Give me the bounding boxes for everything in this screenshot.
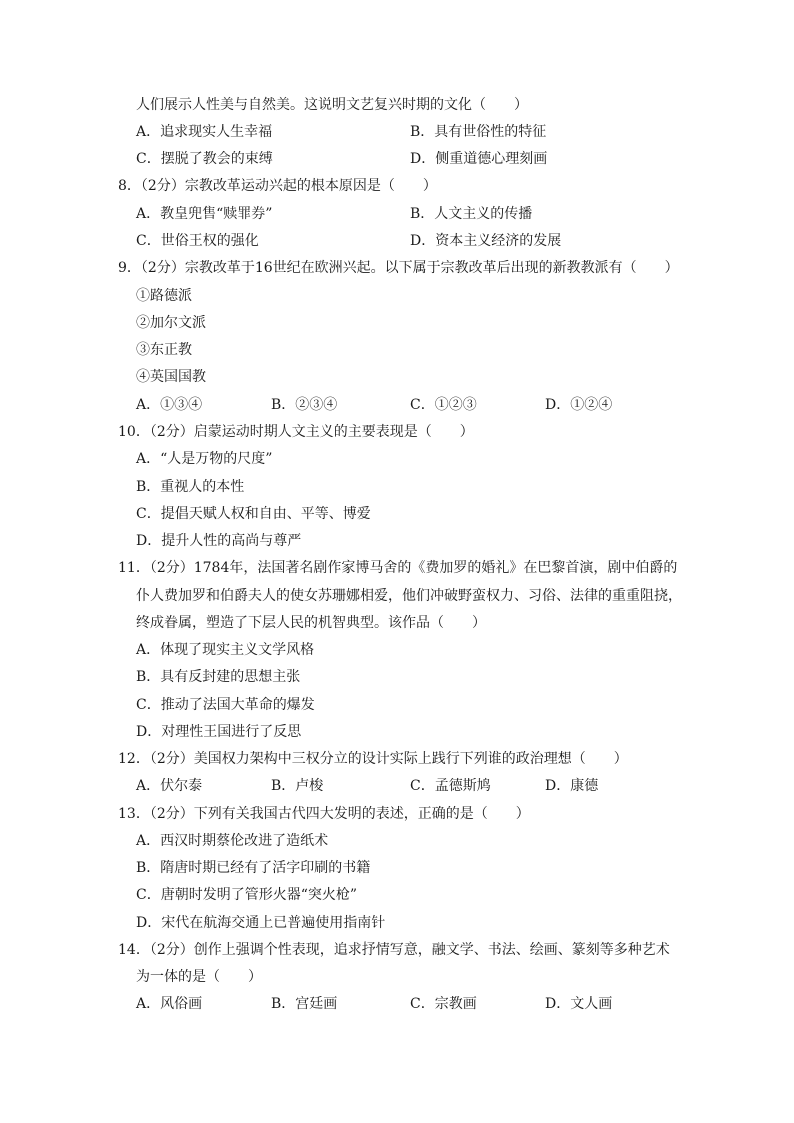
q8-option-c: C．世俗王权的强化 (136, 233, 259, 249)
q11-option-d: D．对理性王国进行了反思 (136, 724, 302, 740)
q13-option-c: C．唐朝时发明了管形火器“突火枪” (136, 887, 358, 903)
q14-stem-line1: 14．（2分）创作上强调个性表现，追求抒情写意，融文学、书法、绘画、篆刻等多种艺术 (118, 942, 670, 958)
q12-option-b: B．卢梭 (271, 778, 324, 794)
q12-option-d: D．康德 (545, 778, 599, 794)
q10-option-d: D．提升人性的高尚与尊严 (136, 533, 302, 549)
q12-stem: 12．（2分）美国权力架构中三权分立的设计实际上践行下列谁的政治理想（ ） (118, 751, 628, 767)
q11-stem-line3: 终成眷属，塑造了下层人民的机智典型。该作品（ ） (136, 615, 486, 631)
q7-stem-continuation: 人们展示人性美与自然美。这说明文艺复兴时期的文化（ ） (136, 97, 528, 113)
q9-item: ②加尔文派 (136, 315, 206, 331)
q9-item: ④英国国教 (136, 369, 206, 385)
q13-option-b: B．隋唐时期已经有了活字印刷的书籍 (136, 860, 371, 876)
q12-option-c: C．孟德斯鸠 (410, 778, 491, 794)
q8-stem: 8．（2分）宗教改革运动兴起的根本原因是（ ） (118, 178, 437, 194)
q11-option-b: B．具有反封建的思想主张 (136, 669, 301, 685)
q13-option-a: A．西汉时期蔡伦改进了造纸术 (136, 833, 329, 849)
q12-option-a: A．伏尔泰 (136, 778, 203, 794)
q14-stem-line2: 为一体的是（ ） (136, 969, 262, 985)
q11-option-a: A．体现了现实主义文学风格 (136, 642, 315, 658)
q7-option-a: A．追求现实人生幸福 (136, 124, 273, 140)
q10-option-b: B．重视人的本性 (136, 479, 245, 495)
q10-option-a: A．“人是万物的尺度” (136, 451, 273, 467)
q8-option-b: B．人文主义的传播 (410, 206, 533, 222)
q8-option-d: D．资本主义经济的发展 (410, 233, 562, 249)
q8-option-a: A．教皇兜售“赎罪券” (136, 206, 273, 222)
q9-item: ①路德派 (136, 288, 192, 304)
q13-option-d: D．宋代在航海交通上已普遍使用指南针 (136, 915, 386, 931)
q9-option-a: A．①③④ (136, 397, 203, 413)
q10-stem: 10．（2分）启蒙运动时期人文主义的主要表现是（ ） (118, 424, 474, 440)
q14-option-c: C．宗教画 (410, 996, 477, 1012)
q7-option-c: C．摆脱了教会的束缚 (136, 151, 273, 167)
q9-option-c: C．①②③ (410, 397, 477, 413)
q14-option-b: B．宫廷画 (271, 996, 338, 1012)
q11-option-c: C．推动了法国大革命的爆发 (136, 697, 315, 713)
q9-stem: 9．（2分）宗教改革于16世纪在欧洲兴起。以下属于宗教改革后出现的新教教派有（ ） (118, 260, 679, 276)
q9-option-d: D．①②④ (545, 397, 613, 413)
q10-option-c: C．提倡天赋人权和自由、平等、博爱 (136, 506, 371, 522)
q7-option-d: D．侧重道德心理刻画 (410, 151, 548, 167)
q11-stem-line1: 11．（2分）1784年，法国著名剧作家博马舍的《费加罗的婚礼》在巴黎首演，剧中伯爵的 (118, 560, 678, 576)
q9-item: ③东正教 (136, 342, 192, 358)
q13-stem: 13．（2分）下列有关我国古代四大发明的表述，正确的是（ ） (118, 806, 530, 822)
q14-option-a: A．风俗画 (136, 996, 203, 1012)
q7-option-b: B．具有世俗性的特征 (410, 124, 547, 140)
q14-option-d: D．文人画 (545, 996, 613, 1012)
q9-option-b: B．②③④ (271, 397, 338, 413)
q11-stem-line2: 仆人费加罗和伯爵夫人的使女苏珊娜相爱，他们冲破野蛮权力、习俗、法律的重重阻挠， (136, 588, 682, 604)
